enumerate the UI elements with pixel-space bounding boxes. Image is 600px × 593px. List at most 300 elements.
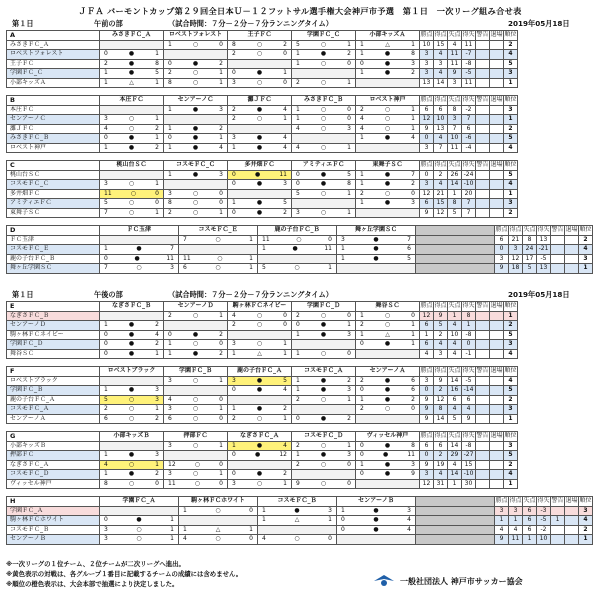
team-stat bbox=[476, 78, 490, 88]
score-against: 4 bbox=[411, 134, 415, 141]
match-result bbox=[292, 143, 356, 153]
team-row bbox=[7, 349, 518, 359]
team-row bbox=[7, 525, 593, 535]
team-stat: -5 bbox=[462, 376, 476, 386]
score-against: 5 bbox=[283, 199, 287, 206]
match-result bbox=[228, 349, 292, 359]
score-against: 3 bbox=[155, 386, 159, 393]
match-result bbox=[228, 451, 292, 461]
score-for: 3 bbox=[168, 376, 172, 384]
score-against: 1 bbox=[219, 78, 223, 86]
empty-cell bbox=[416, 264, 495, 274]
team-rank: 3 bbox=[504, 199, 518, 209]
group-label: G bbox=[7, 432, 100, 442]
stat-header: 退場 bbox=[490, 367, 503, 374]
score-against: 1 bbox=[219, 441, 223, 449]
team-stat bbox=[490, 69, 504, 79]
match-result bbox=[292, 395, 356, 405]
score-for: 3 bbox=[168, 405, 172, 412]
score-for: 2 bbox=[360, 189, 364, 197]
score-against: 0 bbox=[155, 189, 159, 197]
team-name: ヴィッセル神戸 bbox=[7, 479, 100, 489]
score-against: 0 bbox=[347, 460, 351, 468]
team-stat: 4 bbox=[434, 134, 448, 144]
result-mark: ● bbox=[384, 376, 391, 384]
score-for: 3 bbox=[168, 470, 172, 477]
match-result bbox=[228, 143, 292, 153]
group-label: E bbox=[7, 302, 100, 312]
result-mark: ● bbox=[192, 59, 199, 67]
match-result bbox=[100, 208, 164, 218]
team-stat: 6 bbox=[462, 395, 476, 405]
stat-header: 退場 bbox=[565, 497, 578, 504]
stat-header: 得点 bbox=[434, 302, 447, 309]
match-result bbox=[292, 170, 356, 180]
team-stat: 9 bbox=[495, 535, 509, 545]
stat-header: 退場 bbox=[490, 96, 503, 103]
score-for: 0 bbox=[168, 59, 172, 67]
score-for: 1 bbox=[232, 441, 236, 449]
match-result bbox=[164, 376, 228, 386]
score-against: 0 bbox=[347, 59, 351, 67]
team-stat: -8 bbox=[462, 330, 476, 340]
stat-header: 順位 bbox=[504, 432, 517, 439]
team-stat: 31 bbox=[434, 479, 448, 489]
score-for: 1 bbox=[360, 134, 364, 141]
score-for: 0 bbox=[360, 59, 364, 67]
score-for: 0 bbox=[104, 50, 108, 57]
team-stat: 1 bbox=[495, 516, 509, 526]
stat-header: 失点 bbox=[523, 497, 536, 504]
team-stat: 4 bbox=[448, 349, 462, 359]
score-for: 2 bbox=[232, 50, 236, 57]
result-mark: ● bbox=[292, 245, 298, 252]
team-stat bbox=[565, 254, 579, 264]
team-stat bbox=[476, 441, 490, 451]
team-stat: 7 bbox=[462, 208, 476, 218]
team-rank: 1 bbox=[504, 189, 518, 199]
team-rank: 4 bbox=[504, 143, 518, 153]
opponent-header: コスモＦＣ_Ｃ bbox=[164, 161, 228, 171]
result-mark: ● bbox=[128, 134, 135, 141]
score-against: 3 bbox=[411, 460, 415, 468]
result-mark: ○ bbox=[384, 311, 391, 319]
score-for: 6 bbox=[183, 264, 187, 271]
score-for: 1 bbox=[183, 506, 187, 514]
team-stat: 8 bbox=[448, 105, 462, 115]
score-against: 9 bbox=[411, 470, 415, 477]
score-against: 0 bbox=[219, 460, 223, 468]
score-for: 8 bbox=[168, 199, 172, 206]
team-stat bbox=[490, 340, 504, 350]
match-result bbox=[356, 405, 420, 415]
match-result bbox=[164, 124, 228, 134]
result-mark: ○ bbox=[320, 311, 327, 319]
score-for: 1 bbox=[262, 506, 266, 514]
match-result bbox=[356, 330, 420, 340]
team-rank: 1 bbox=[579, 264, 593, 274]
stat-header: 得失 bbox=[462, 302, 475, 309]
score-for: 0 bbox=[360, 470, 364, 477]
stat-header: 得失 bbox=[537, 226, 550, 233]
team-name: 本庄ＦＣ bbox=[7, 105, 100, 115]
score-for: 3 bbox=[168, 441, 172, 449]
team-stat bbox=[476, 59, 490, 69]
match-result bbox=[292, 376, 356, 386]
team-stat: 5 bbox=[434, 321, 448, 331]
result-mark: ○ bbox=[320, 349, 327, 357]
team-stat bbox=[476, 50, 490, 60]
score-against: 0 bbox=[411, 405, 415, 412]
team-name: 鹿の子台ＦＣ_Ｂ bbox=[7, 254, 100, 264]
match-result bbox=[228, 180, 292, 190]
score-against: 0 bbox=[283, 50, 287, 57]
result-mark: ● bbox=[128, 330, 135, 338]
stat-header: 順位 bbox=[579, 226, 592, 233]
score-against: 2 bbox=[283, 40, 287, 48]
opponent-header: 舞ヶ丘学園ＳＣ bbox=[337, 226, 416, 236]
match-result bbox=[356, 50, 420, 60]
match-result bbox=[292, 50, 356, 60]
match-result bbox=[356, 311, 420, 321]
result-mark: ○ bbox=[128, 414, 135, 422]
match-result bbox=[100, 414, 164, 424]
result-mark: ○ bbox=[294, 535, 300, 542]
result-mark: ○ bbox=[192, 395, 199, 403]
team-stat: 6 bbox=[420, 105, 434, 115]
team-stat: 7 bbox=[448, 124, 462, 134]
team-row bbox=[7, 405, 518, 415]
self-match-cell bbox=[292, 69, 356, 79]
score-against: 1 bbox=[411, 321, 415, 328]
score-for: 1 bbox=[296, 105, 300, 113]
match-result bbox=[100, 180, 164, 190]
team-stat bbox=[476, 189, 490, 199]
score-against: 1 bbox=[155, 115, 159, 122]
team-name: 学園ＦＣ_Ｂ bbox=[7, 386, 100, 396]
result-mark: ○ bbox=[192, 405, 199, 412]
result-mark: ○ bbox=[192, 470, 199, 477]
match-result bbox=[258, 235, 337, 245]
team-stat bbox=[476, 405, 490, 415]
team-rank: 3 bbox=[504, 69, 518, 79]
score-for: 0 bbox=[296, 321, 300, 328]
score-for: 0 bbox=[104, 330, 108, 338]
score-for: 1 bbox=[104, 321, 108, 328]
team-stat bbox=[476, 180, 490, 190]
score-against: 1 bbox=[283, 340, 287, 347]
team-stat: 6 bbox=[462, 124, 476, 134]
result-mark: ● bbox=[320, 451, 327, 458]
team-stat: 3 bbox=[420, 50, 434, 60]
match-result bbox=[164, 395, 228, 405]
team-stat bbox=[565, 525, 579, 535]
team-stat: 6 bbox=[420, 340, 434, 350]
result-mark: ○ bbox=[215, 235, 221, 243]
score-against: 1 bbox=[328, 264, 332, 271]
match-result bbox=[100, 516, 179, 526]
result-mark: ● bbox=[128, 69, 135, 76]
team-rank: 5 bbox=[504, 59, 518, 69]
score-for: 8 bbox=[104, 479, 108, 487]
team-stat bbox=[490, 349, 504, 359]
team-rank: 4 bbox=[504, 50, 518, 60]
match-result bbox=[228, 441, 292, 451]
score-for: 0 bbox=[296, 414, 300, 422]
result-mark: ○ bbox=[136, 264, 142, 271]
score-for: 11 bbox=[168, 479, 176, 487]
group-table-d bbox=[6, 225, 593, 274]
team-rank: 1 bbox=[504, 479, 518, 489]
score-for: 2 bbox=[296, 311, 300, 319]
self-match-cell bbox=[228, 124, 292, 134]
empty-cell bbox=[416, 525, 495, 535]
team-stat: 9 bbox=[420, 395, 434, 405]
match-result bbox=[100, 69, 164, 79]
match-result bbox=[356, 470, 420, 480]
score-for: 1 bbox=[168, 143, 172, 151]
score-for: 0 bbox=[232, 208, 236, 216]
match-result bbox=[100, 78, 164, 88]
team-name: ＦＣ玉津 bbox=[7, 235, 100, 245]
match-result bbox=[356, 460, 420, 470]
match-result bbox=[292, 40, 356, 50]
match-result bbox=[164, 414, 228, 424]
score-against: 0 bbox=[347, 479, 351, 487]
team-stat bbox=[476, 40, 490, 50]
group-table-b bbox=[6, 95, 518, 153]
score-against: 1 bbox=[347, 189, 351, 197]
score-for: 2 bbox=[104, 59, 108, 67]
self-match-cell bbox=[164, 451, 228, 461]
match-result bbox=[100, 395, 164, 405]
team-stat: 14 bbox=[448, 180, 462, 190]
score-for: 2 bbox=[232, 115, 236, 122]
self-match-cell bbox=[228, 59, 292, 69]
group-label: F bbox=[7, 367, 100, 377]
score-against: 1 bbox=[347, 78, 351, 86]
footer-note: ※一次リーグの１位チーム、２位チームが二次リーグへ進出。 bbox=[6, 560, 185, 568]
match-result bbox=[164, 479, 228, 489]
result-mark: ● bbox=[382, 451, 389, 458]
result-mark: ○ bbox=[256, 340, 263, 347]
match-result bbox=[356, 441, 420, 451]
opponent-header: ロベストフォレスト bbox=[164, 31, 228, 41]
team-stat: 4 bbox=[448, 40, 462, 50]
score-against: 8 bbox=[411, 441, 415, 449]
team-row bbox=[7, 199, 518, 209]
result-mark: ● bbox=[320, 414, 327, 422]
score-for: 2 bbox=[232, 321, 236, 328]
team-stat: 9 bbox=[420, 405, 434, 415]
self-match-cell bbox=[100, 105, 164, 115]
stat-header: 得失 bbox=[537, 497, 550, 504]
self-match-cell bbox=[164, 50, 228, 60]
score-against: 4 bbox=[283, 105, 287, 113]
score-against: 2 bbox=[155, 414, 159, 422]
score-against: 1 bbox=[170, 516, 174, 523]
result-mark: ● bbox=[373, 516, 379, 523]
result-mark: ○ bbox=[384, 115, 391, 122]
match-result bbox=[356, 134, 420, 144]
team-stat: 2 bbox=[434, 170, 448, 180]
self-match-cell bbox=[164, 115, 228, 125]
team-rank: 5 bbox=[504, 386, 518, 396]
match-result bbox=[179, 254, 258, 264]
score-for: 1 bbox=[296, 59, 300, 67]
match-result bbox=[164, 208, 228, 218]
team-row bbox=[7, 50, 518, 60]
stat-header: 失点 bbox=[448, 302, 461, 309]
team-rank: 5 bbox=[504, 451, 518, 461]
match-result bbox=[292, 311, 356, 321]
team-stat: 9 bbox=[420, 414, 434, 424]
score-against: 1 bbox=[249, 254, 253, 262]
match-result bbox=[164, 170, 228, 180]
match-result bbox=[164, 340, 228, 350]
team-stat bbox=[476, 395, 490, 405]
score-for: 0 bbox=[232, 451, 236, 458]
match-result bbox=[179, 535, 258, 545]
result-mark: ○ bbox=[384, 405, 391, 412]
score-against: 4 bbox=[407, 516, 411, 523]
team-stat bbox=[565, 506, 579, 516]
team-stat: 9 bbox=[462, 414, 476, 424]
match-result bbox=[356, 115, 420, 125]
score-against: 4 bbox=[283, 386, 287, 393]
team-stat bbox=[476, 170, 490, 180]
header-pm-date: 2019年05月18日 bbox=[508, 290, 570, 299]
result-mark: ● bbox=[256, 405, 263, 412]
team-stat: 4 bbox=[509, 525, 523, 535]
score-against: 7 bbox=[407, 235, 411, 243]
score-against: 3 bbox=[155, 451, 159, 458]
team-stat: -1 bbox=[462, 349, 476, 359]
team-stat bbox=[490, 414, 504, 424]
header-am-part: 午前の部 bbox=[94, 19, 123, 28]
stat-header: 警告 bbox=[476, 96, 489, 103]
team-stat: -8 bbox=[462, 441, 476, 451]
score-against: 11 bbox=[407, 451, 415, 458]
result-mark: ○ bbox=[192, 414, 199, 422]
opponent-header: なぎさＦＣ_Ｂ bbox=[100, 302, 164, 312]
result-mark: ● bbox=[384, 180, 391, 187]
team-stat: -10 bbox=[462, 470, 476, 480]
team-rank: 3 bbox=[504, 340, 518, 350]
team-stat bbox=[490, 50, 504, 60]
opponent-header: なぎさＦＣ_Ａ bbox=[228, 432, 292, 442]
match-result bbox=[228, 40, 292, 50]
team-stat: 12 bbox=[434, 208, 448, 218]
stat-header: 警告 bbox=[476, 161, 489, 168]
team-row bbox=[7, 330, 518, 340]
result-mark: ● bbox=[320, 180, 327, 187]
team-name: 舞ヶ丘学園ＳＣ bbox=[7, 264, 100, 274]
team-stat: -3 bbox=[537, 506, 551, 516]
result-mark: ● bbox=[128, 340, 135, 347]
team-stat bbox=[490, 40, 504, 50]
team-name: 学園ＦＣ_Ｄ bbox=[7, 340, 100, 350]
team-stat: 1 bbox=[448, 189, 462, 199]
score-for: 0 bbox=[232, 69, 236, 76]
result-mark: ● bbox=[192, 330, 199, 338]
team-name: センアーノＢ bbox=[7, 535, 100, 545]
self-match-cell bbox=[258, 254, 337, 264]
score-for: 1 bbox=[360, 50, 364, 57]
team-stat: -10 bbox=[462, 180, 476, 190]
score-against: 1 bbox=[170, 525, 174, 533]
score-for: 0 bbox=[341, 516, 345, 523]
team-stat: 10 bbox=[434, 115, 448, 125]
opponent-header: 鹿の子台ＦＣ_Ａ bbox=[228, 367, 292, 377]
match-result bbox=[179, 264, 258, 274]
result-mark: ○ bbox=[192, 199, 199, 206]
team-stat: 8 bbox=[523, 235, 537, 245]
score-for: 1 bbox=[360, 69, 364, 76]
team-rank: 4 bbox=[504, 180, 518, 190]
team-stat: 6 bbox=[420, 441, 434, 451]
result-mark: ● bbox=[384, 386, 391, 393]
result-mark: ○ bbox=[320, 441, 327, 449]
team-stat bbox=[476, 460, 490, 470]
result-mark: ○ bbox=[192, 208, 199, 216]
score-against: 0 bbox=[219, 395, 223, 403]
stat-header: 失点 bbox=[448, 367, 461, 374]
result-mark: ● bbox=[384, 50, 391, 57]
team-stat bbox=[490, 124, 504, 134]
team-stat: 2 bbox=[434, 330, 448, 340]
match-result bbox=[100, 470, 164, 480]
self-match-cell bbox=[100, 170, 164, 180]
team-stat: 13 bbox=[434, 124, 448, 134]
team-stat: -24 bbox=[462, 170, 476, 180]
team-row bbox=[7, 40, 518, 50]
score-for: 1 bbox=[360, 170, 364, 178]
score-for: 12 bbox=[168, 460, 176, 468]
opponent-header: コスモＦＣ_Ｂ bbox=[258, 497, 337, 507]
score-for: 1 bbox=[262, 245, 266, 252]
score-for: 0 bbox=[168, 134, 172, 141]
score-against: 1 bbox=[219, 208, 223, 216]
team-name: ロベストフォレスト bbox=[7, 50, 100, 60]
score-against: 8 bbox=[155, 59, 159, 67]
opponent-header: 桃山台ＳＣ bbox=[100, 161, 164, 171]
match-result bbox=[100, 254, 179, 264]
team-row bbox=[7, 451, 518, 461]
result-mark: ○ bbox=[320, 479, 327, 487]
score-against: 3 bbox=[283, 180, 287, 187]
team-stat: 11 bbox=[462, 40, 476, 50]
match-result bbox=[292, 59, 356, 69]
team-name: ロベストブラック bbox=[7, 376, 100, 386]
group-label: C bbox=[7, 161, 100, 171]
team-stat: 3 bbox=[420, 376, 434, 386]
stat-header: 得点 bbox=[434, 367, 447, 374]
score-for: 1 bbox=[168, 170, 172, 178]
score-against: 8 bbox=[411, 50, 415, 57]
opponent-header: ロベストブラック bbox=[100, 367, 164, 377]
score-for: 4 bbox=[168, 395, 172, 403]
result-mark: ○ bbox=[296, 235, 302, 243]
team-name: みさきＦＣ_Ａ bbox=[7, 40, 100, 50]
team-row bbox=[7, 516, 593, 526]
score-for: 8 bbox=[232, 40, 236, 48]
score-against: 1 bbox=[219, 376, 223, 384]
score-for: 6 bbox=[104, 414, 108, 422]
team-stat bbox=[565, 535, 579, 545]
team-name: 学園ＦＣ_Ｃ bbox=[7, 69, 100, 79]
score-against: 3 bbox=[219, 170, 223, 178]
